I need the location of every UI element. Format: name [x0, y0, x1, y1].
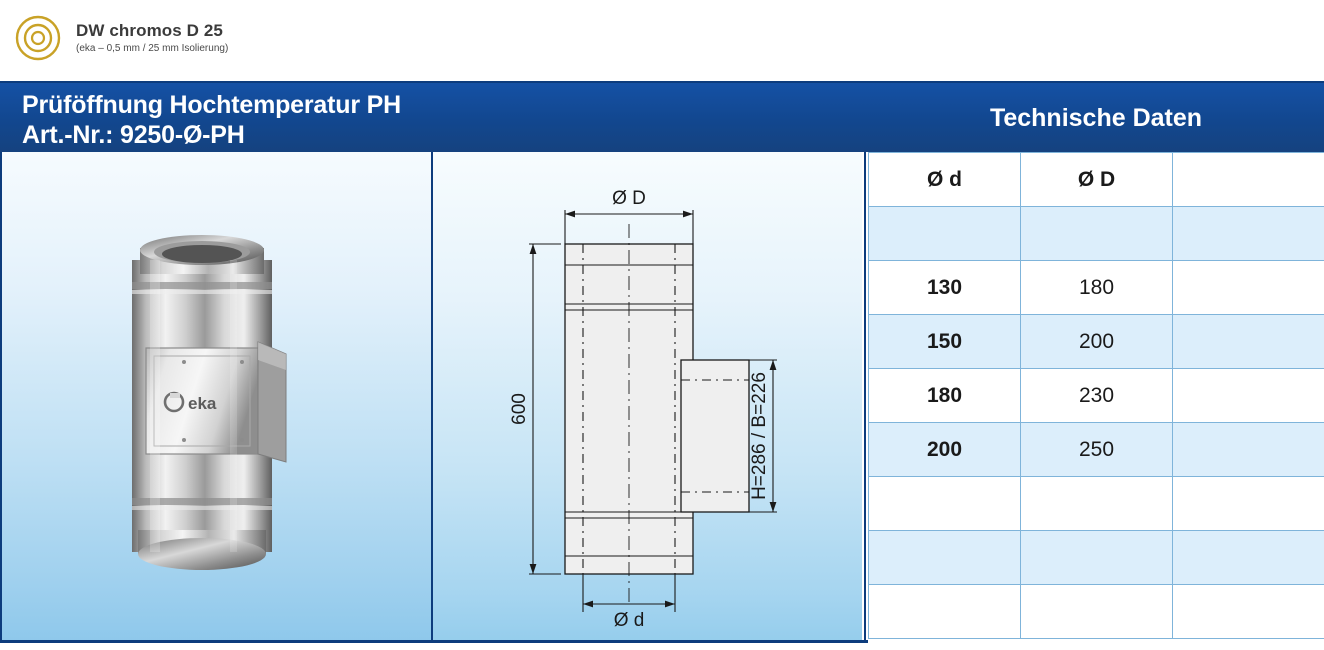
header-left-block: [22, 91, 401, 150]
dim-label-opening: H=286 / B=226: [749, 372, 770, 500]
cell-extra: [1173, 477, 1324, 531]
cell-d: 180: [869, 369, 1021, 423]
cell-d: 130: [869, 261, 1021, 315]
technical-drawing-panel: [433, 152, 862, 642]
brand-text-block: [76, 22, 228, 55]
panel-divider-right: [864, 152, 866, 642]
bottom-border: [0, 640, 868, 643]
tech-data-table: [868, 152, 1324, 639]
cell-D: [1021, 477, 1173, 531]
cell-D: 250: [1021, 423, 1173, 477]
panel-divider-left: [0, 152, 2, 642]
cell-extra: [1173, 423, 1324, 477]
concentric-circles-logo-icon: [14, 14, 62, 62]
table-row: [869, 315, 1324, 369]
brand-subtitle: (eka – 0,5 mm / 25 mm Isolierung): [76, 43, 229, 55]
page-title: Prüföffnung Hochtemperatur PH: [22, 91, 401, 119]
dim-label-height: 600: [509, 393, 530, 425]
cell-extra: [1173, 261, 1324, 315]
cell-extra: [1173, 315, 1324, 369]
cell-d: [869, 207, 1021, 261]
header-band: [0, 81, 1324, 152]
cell-extra: [1173, 207, 1324, 261]
content-row: [0, 152, 1324, 642]
cell-D: 180: [1021, 261, 1173, 315]
product-photo: [110, 230, 305, 590]
dim-label-inner-diameter: Ø d: [613, 610, 645, 631]
cell-D: [1021, 531, 1173, 585]
cell-d: 200: [869, 423, 1021, 477]
column-header-D: Ø D: [1021, 153, 1173, 207]
cell-d: 150: [869, 315, 1021, 369]
tech-data-table-panel: [868, 152, 1324, 642]
table-row: [869, 423, 1324, 477]
dim-label-outer-diameter: Ø D: [612, 188, 646, 209]
cell-extra: [1173, 585, 1324, 639]
cell-d: [869, 585, 1021, 639]
cell-extra: [1173, 531, 1324, 585]
cell-d: [869, 477, 1021, 531]
table-row: [869, 261, 1324, 315]
technical-drawing: [433, 152, 862, 642]
table-header-row: [869, 153, 1324, 207]
cell-extra: [1173, 369, 1324, 423]
table-row: [869, 477, 1324, 531]
cell-D: 200: [1021, 315, 1173, 369]
brand-bar: [0, 0, 1324, 76]
column-header-extra: [1173, 153, 1324, 207]
cell-d: [869, 531, 1021, 585]
product-photo-panel: [2, 152, 431, 642]
table-row: [869, 531, 1324, 585]
article-number: Art.-Nr.: 9250-Ø-PH: [22, 120, 245, 149]
cell-D: [1021, 207, 1173, 261]
tech-data-title: Technische Daten: [989, 104, 1203, 132]
brand-title: DW chromos D 25: [76, 20, 223, 40]
cell-D: [1021, 585, 1173, 639]
cell-D: 230: [1021, 369, 1173, 423]
table-row: [869, 207, 1324, 261]
column-header-d: Ø d: [869, 153, 1021, 207]
table-row: [869, 585, 1324, 639]
panel-divider-middle: [431, 152, 433, 642]
door-logo-text: eka: [188, 394, 217, 413]
table-row: [869, 369, 1324, 423]
